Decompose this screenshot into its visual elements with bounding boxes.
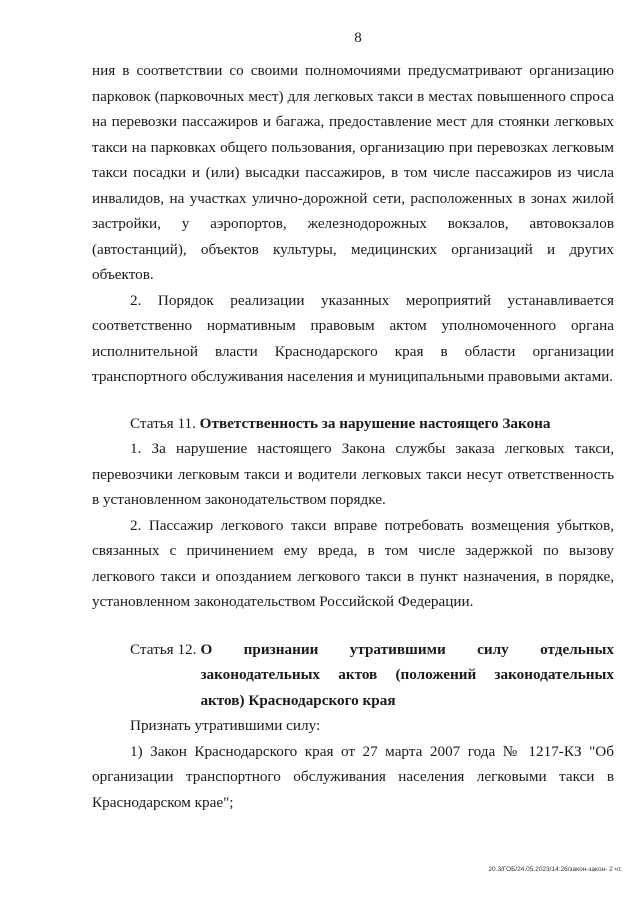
article-12-heading bbox=[92, 637, 614, 714]
article-12-point-1: 1) Закон Краснодарского края от 27 марта 2007 года № 1217-КЗ "Об организации транспортного обслуживания населения легковыми такси в Краснодарском крае"; bbox=[92, 742, 614, 811]
article-11-title: Ответственность за нарушение настоящего Закона bbox=[199, 414, 551, 432]
article-11-point-1: 1. За нарушение настоящего Закона службы заказа легковых такси, перевозчики легковым такси и водители легковых такси несут ответственность в установленном законодательством порядке. bbox=[92, 440, 614, 508]
article-12-title: О признании утратившими силу отдельных законодательных актов (положений законодательных актов) Краснодарского края bbox=[200, 640, 614, 709]
intro-paragraph: ния в соответствии со своими полномочиями предусматривают организацию парковок (парковочных мест) для легковых такси в местах повышенного спроса на перевозки пассажиров и багажа, предоставление мест для стоянки легковых такси на парковках общего пользования, организацию при перевозках легковым такси посадки и (или) высадки пассажиров, в том числе пассажиров из числа инвалидов, на участках улично-дорожной сети, расположенных в зонах жилой застройки, у аэропортов, железнодорожных вокзалов, автовокзалов (автостанций), объектов культуры, медицинских организаций и других объектов. bbox=[92, 62, 614, 283]
spacer bbox=[92, 390, 614, 411]
footer-document-code: 20.3/ГОБ/24.05.2023/14:26/закон-закон- 2 чт. bbox=[488, 866, 622, 873]
article-12-intro: Признать утратившими силу: bbox=[130, 717, 321, 734]
article-11-point-2: 2. Пассажир легкового такси вправе потребовать возмещения убытков, связанных с причинением ему вреда, в том числе задержкой по вызову легкового такси и опозданием легкового такси в пункт назначения, в порядке, установленном законодательством Российской Федерации. bbox=[92, 516, 614, 610]
article-11-heading bbox=[92, 411, 614, 437]
spacer bbox=[92, 615, 614, 637]
article-11-label: Статья 11. bbox=[130, 414, 196, 432]
point-2-paragraph: 2. Порядок реализации указанных мероприятий устанавливается соответственно нормативным правовым актом уполномоченного органа исполнительной власти Краснодарского края в области организации транспортного обслуживания населения и муниципальными правовыми актами. bbox=[92, 291, 614, 385]
article-12-label: Статья 12. bbox=[130, 640, 197, 658]
document-body bbox=[92, 58, 614, 815]
page-number: 8 bbox=[354, 30, 362, 46]
